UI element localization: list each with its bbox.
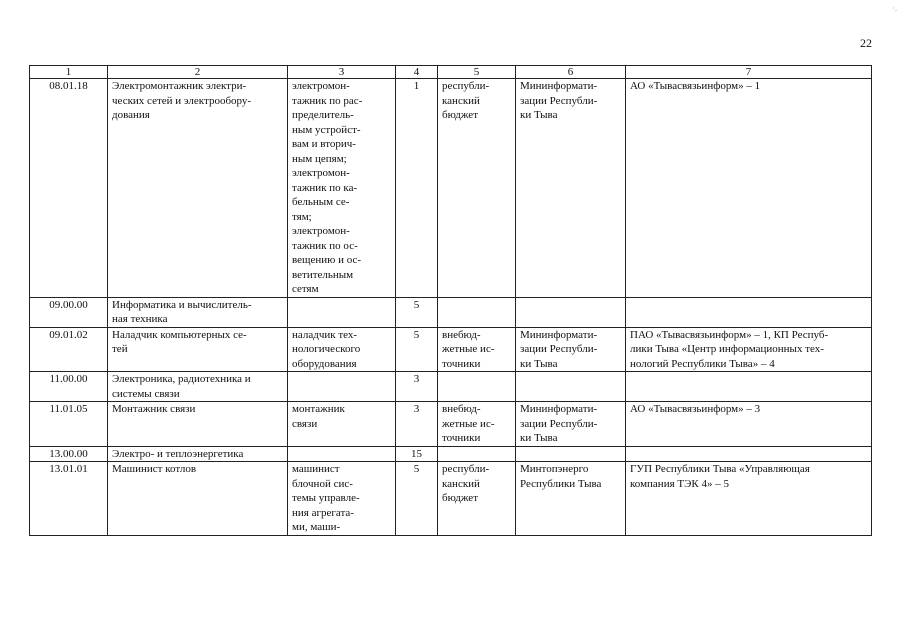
employers-cell: ПАО «Тывасвязьинформ» – 1, КП Респуб- лики Тыва «Центр информационных тех- нологий Республики Тыва» – 4	[626, 327, 872, 372]
funding-cell	[438, 446, 516, 462]
ministry-cell: Минтопэнерго Республики Тыва	[516, 462, 626, 536]
profession-cell: Электро- и теплоэнергетика	[108, 446, 288, 462]
qualification-cell	[288, 297, 396, 327]
header-cell-4: 4	[396, 66, 438, 79]
funding-cell	[438, 372, 516, 402]
code-cell: 09.01.02	[30, 327, 108, 372]
employers-cell: АО «Тывасвязьинформ» – 1	[626, 79, 872, 298]
table-row	[30, 402, 872, 447]
qualification-cell: монтажник связи	[288, 402, 396, 447]
count-cell: 3	[396, 372, 438, 402]
table-row	[30, 372, 872, 402]
employers-cell	[626, 446, 872, 462]
count-cell: 5	[396, 297, 438, 327]
header-cell-5: 5	[438, 66, 516, 79]
code-cell: 11.00.00	[30, 372, 108, 402]
table-row	[30, 462, 872, 536]
code-cell: 13.01.01	[30, 462, 108, 536]
count-cell: 1	[396, 79, 438, 298]
ministry-cell: Мининформати- зации Республи- ки Тыва	[516, 327, 626, 372]
table-row	[30, 327, 872, 372]
profession-cell: Электромонтажник электри- ческих сетей и электрообору- дования	[108, 79, 288, 298]
ministry-cell	[516, 372, 626, 402]
header-cell-7: 7	[626, 66, 872, 79]
employers-cell: АО «Тывасвязьинформ» – 3	[626, 402, 872, 447]
qualification-cell: электромон- тажник по рас- пределитель- ным устройст- вам и вторич- ным цепям; электромон- тажник по ка- бельным се- тям; электромон- тажник по ос- вещению и ос- ветительным сетям	[288, 79, 396, 298]
code-cell: 11.01.05	[30, 402, 108, 447]
profession-cell: Монтажник связи	[108, 402, 288, 447]
ministry-cell: Мининформати- зации Республи- ки Тыва	[516, 79, 626, 298]
code-cell: 08.01.18	[30, 79, 108, 298]
count-cell: 15	[396, 446, 438, 462]
allocation-table	[29, 65, 872, 536]
count-cell: 3	[396, 402, 438, 447]
employers-cell: ГУП Республики Тыва «Управляющая компания ТЭК 4» – 5	[626, 462, 872, 536]
corner-mark: ·.	[892, 4, 897, 13]
ministry-cell: Мининформати- зации Республи- ки Тыва	[516, 402, 626, 447]
header-row	[30, 66, 872, 79]
funding-cell: республи- канский бюджет	[438, 462, 516, 536]
count-cell: 5	[396, 462, 438, 536]
code-cell: 09.00.00	[30, 297, 108, 327]
ministry-cell	[516, 446, 626, 462]
header-cell-3: 3	[288, 66, 396, 79]
header-cell-6: 6	[516, 66, 626, 79]
profession-cell: Информатика и вычислитель- ная техника	[108, 297, 288, 327]
count-cell: 5	[396, 327, 438, 372]
table-row	[30, 297, 872, 327]
profession-cell: Электроника, радиотехника и системы связи	[108, 372, 288, 402]
qualification-cell	[288, 372, 396, 402]
table-row	[30, 79, 872, 298]
code-cell: 13.00.00	[30, 446, 108, 462]
header-cell-2: 2	[108, 66, 288, 79]
page-number: 22	[860, 36, 872, 50]
employers-cell	[626, 372, 872, 402]
funding-cell	[438, 297, 516, 327]
profession-cell: Наладчик компьютерных се- тей	[108, 327, 288, 372]
qualification-cell	[288, 446, 396, 462]
table-row	[30, 446, 872, 462]
ministry-cell	[516, 297, 626, 327]
profession-cell: Машинист котлов	[108, 462, 288, 536]
header-cell-1: 1	[30, 66, 108, 79]
qualification-cell: машинист блочной сис- темы управле- ния агрегата- ми, маши-	[288, 462, 396, 536]
employers-cell	[626, 297, 872, 327]
funding-cell: внебюд- жетные ис- точники	[438, 402, 516, 447]
qualification-cell: наладчик тех- нологического оборудования	[288, 327, 396, 372]
funding-cell: республи- канский бюджет	[438, 79, 516, 298]
funding-cell: внебюд- жетные ис- точники	[438, 327, 516, 372]
